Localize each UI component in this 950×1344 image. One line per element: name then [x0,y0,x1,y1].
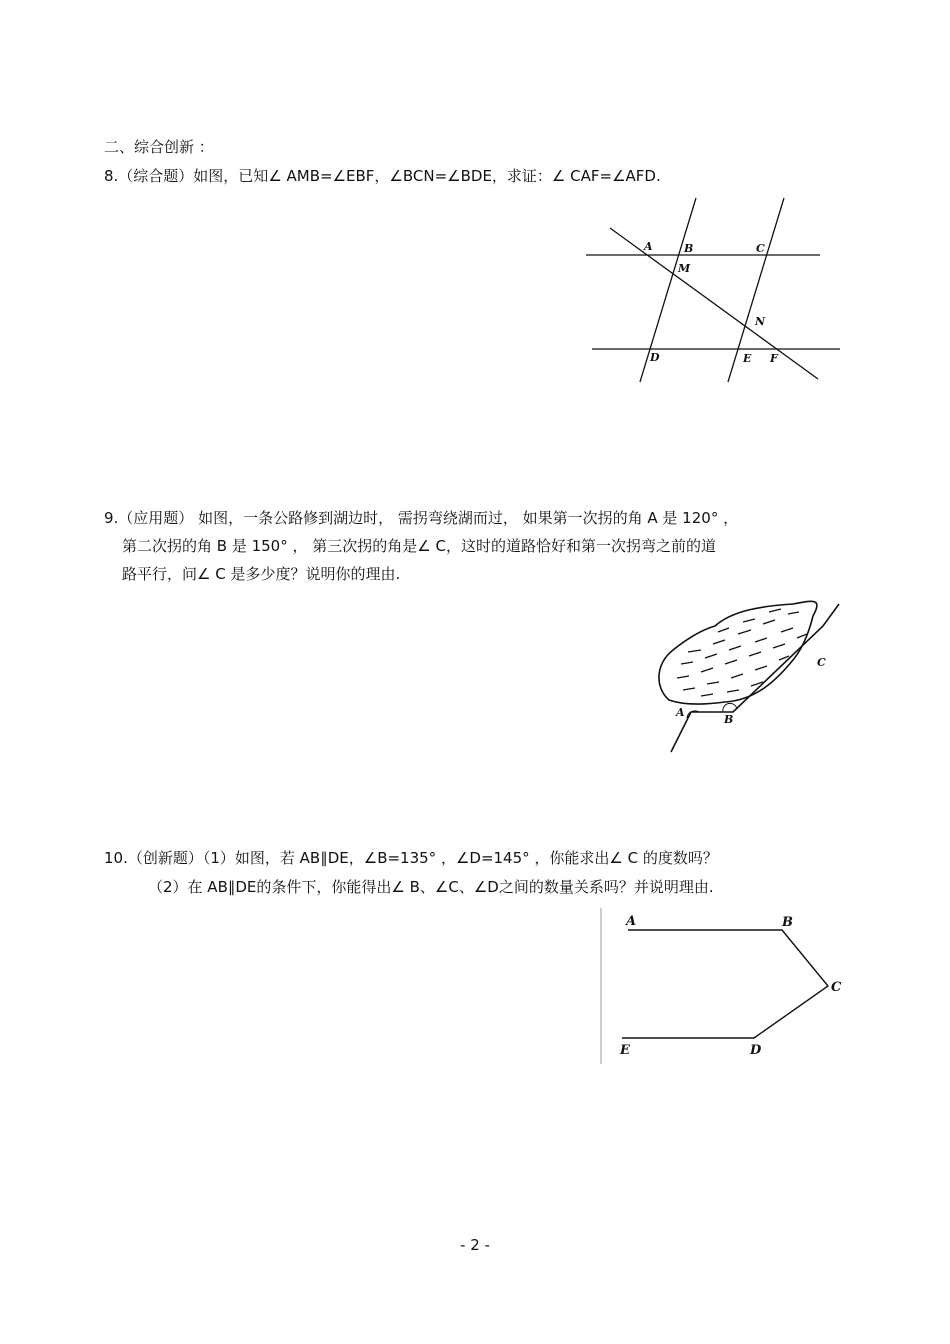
section-heading: 二、综合创新 ： [104,138,214,156]
fig9-water-strokes [677,609,807,696]
fig8-label-a: A [644,240,653,253]
question-9-line-1: 9.（应用题） 如图，一条公路修到湖边时， 需拐弯绕湖而过， 如果第一次拐的角 A 是 120° ， [104,509,739,527]
fig10-label-e: E [620,1043,630,1058]
question-10-line-2: （2）在 AB∥DE的条件下，你能得出∠ B、∠C、∠D之间的数量关系吗？并说明理由. [148,878,714,896]
fig9-label-c: C [817,656,826,669]
fig10-label-d: D [750,1043,762,1058]
fig8-label-n: N [755,315,766,328]
fig9-label-a: A [676,706,685,719]
fig8-label-e: E [743,352,752,365]
fig10-label-b: B [782,915,793,930]
fig8-label-c: C [756,242,765,255]
fig10-label-c: C [831,980,842,995]
figure-8-parallel-lines [578,192,846,390]
fig8-label-b: B [684,242,694,255]
question-10-line-1: 10.（创新题）（1）如图，若 AB∥DE，∠B=135° ，∠D=145° ，你能求出∠ C 的度数吗？ [104,849,718,867]
figure-9-lake-road [643,592,847,756]
fig8-label-m: M [678,262,691,275]
fig9-lake-outline [659,601,817,704]
page-number: - 2 - [460,1236,490,1254]
fig9-label-b: B [724,713,734,726]
question-9-line-3: 路平行，问∠ C 是多少度？说明你的理由. [122,565,401,583]
fig8-line-bd [640,198,696,382]
fig8-label-f: F [770,352,778,365]
question-9-line-2: 第二次拐的角 B 是 150° ， 第三次拐的角是∠ C，这时的道路恰好和第一次拐弯之前的道 [122,537,716,555]
fig8-line-af [610,228,818,379]
fig10-label-a: A [626,914,637,929]
figure-10-polyline [600,908,846,1064]
fig8-label-d: D [650,351,660,364]
fig10-path [622,930,828,1038]
fig9-road [671,604,839,752]
question-8-text: 8.（综合题）如图，已知∠ AMB=∠EBF，∠BCN=∠BDE，求证：∠ CAF=∠AFD. [104,167,661,185]
